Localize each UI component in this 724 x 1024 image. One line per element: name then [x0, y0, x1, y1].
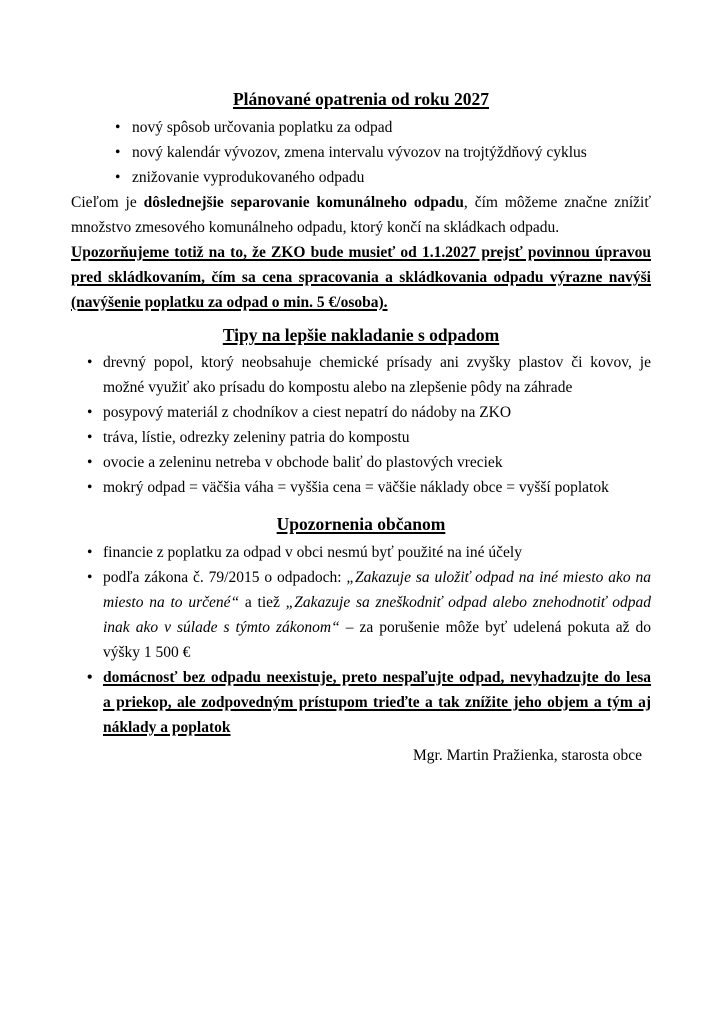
notices-list — [71, 540, 651, 740]
law-quote-1: „Zakazuje sa uložiť odpad na iné miesto ako na miesto na to určené“ — [103, 569, 651, 611]
law-middle: a tiež — [239, 594, 286, 611]
list-item-no-burning-warning: • domácnosť bez odpadu neexistuje, preto nespaľujte odpad, nevyhadzujte do lesa a priekop, ale zodpovedným prístupom trieďte a tak znížite jeho objem a tým aj náklady a poplatok — [71, 665, 651, 740]
list-item: • znižovanie vyprodukovaného odpadu — [71, 165, 651, 190]
law-quote-2: „Zakazuje sa zneškodniť odpad alebo znehodnotiť odpad inak ako v súlade s týmto zákonom“ — [103, 594, 651, 636]
list-item: • nový kalendár vývozov, zmena intervalu vývozov na trojtýždňový cyklus — [71, 140, 651, 165]
goal-paragraph — [71, 190, 651, 240]
list-item: • ovocie a zeleninu netreba v obchode baliť do plastových vreciek — [71, 450, 651, 475]
goal-paragraph-bold: dôslednejšie separovanie komunálneho odpadu — [143, 194, 464, 211]
list-item: • mokrý odpad = väčšia váha = vyššia cena = väčšie náklady obce = vyšší poplatok — [71, 475, 651, 500]
tips-list — [71, 350, 651, 500]
section-title-tips — [71, 322, 651, 348]
list-item: • nový spôsob určovania poplatku za odpad — [71, 115, 651, 140]
section-title-planned-measures — [71, 86, 651, 112]
section-title-notices — [71, 511, 651, 537]
list-item: • tráva, lístie, odrezky zeleniny patria do kompostu — [71, 425, 651, 450]
list-item-law-quote — [71, 565, 651, 665]
law-intro: podľa zákona č. 79/2015 o odpadoch: — [103, 569, 347, 586]
list-item: • drevný popol, ktorý neobsahuje chemické prísady ani zvyšky plastov či kovov, je možné využiť ako prísadu do kompostu alebo na zlepšenie pôdy na záhrade — [71, 350, 651, 400]
section-title-text: Tipy na lepšie nakladanie s odpadom — [222, 325, 500, 345]
planned-measures-list — [71, 115, 651, 190]
section-title-text: Plánované opatrenia od roku 2027 — [232, 89, 490, 109]
section-title-text: Upozornenia občanom — [276, 514, 446, 534]
signature-line: Mgr. Martin Pražienka, starosta obce — [413, 747, 642, 764]
list-item: • posypový materiál z chodníkov a ciest nepatrí do nádoby na ZKO — [71, 400, 651, 425]
list-item: • financie z poplatku za odpad v obci nesmú byť použité na iné účely — [71, 540, 651, 565]
goal-paragraph-lead: Cieľom je — [71, 194, 144, 211]
goal-paragraph-rest: , čím môžeme značne znížiť množstvo zmesového komunálneho odpadu, ktorý končí na skládkach odpadu. — [71, 194, 651, 236]
landfill-warning-paragraph: Upozorňujeme totiž na to, že ZKO bude musieť od 1.1.2027 prejsť povinnou úpravou pred skládkovaním, čím sa cena spracovania a skládkovania odpadu výrazne navýši (navýšenie poplatku za odpad o min. 5 €/osoba). — [71, 244, 651, 311]
law-outro: – za porušenie môže byť udelená pokuta až do výšky 1 500 € — [103, 619, 652, 661]
